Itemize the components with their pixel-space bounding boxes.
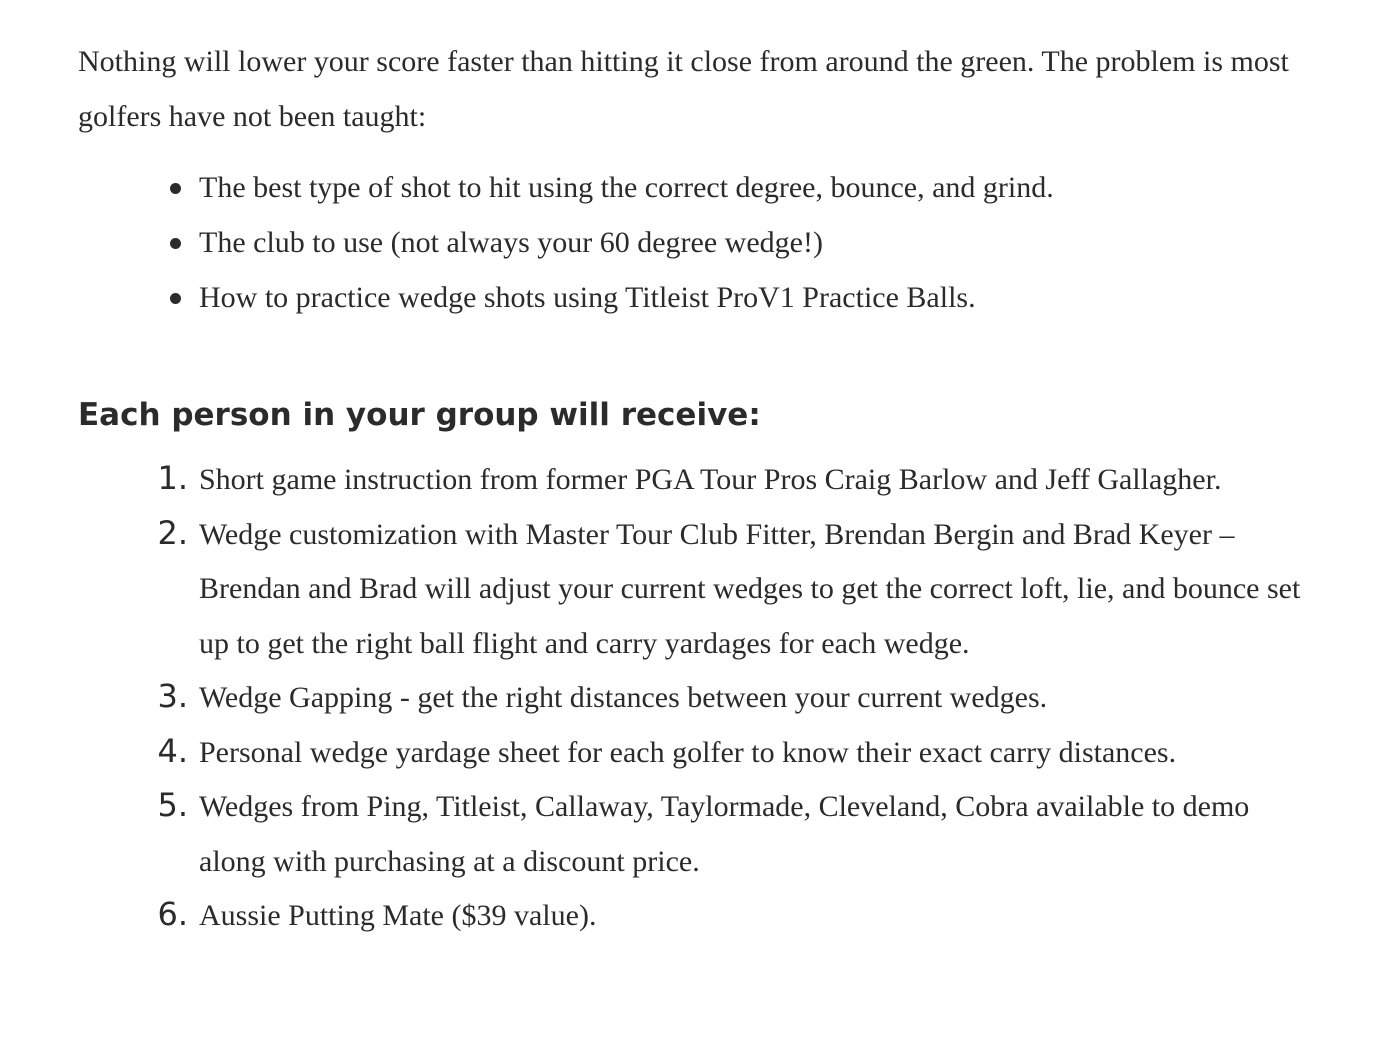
item-number: 2. [157,513,188,552]
section-heading-text: Each person in your group will receive [78,397,749,433]
numbered-item [78,671,1318,726]
bullet-item [78,215,1318,270]
article-content [78,34,1318,944]
item-text: Wedge customization with Master Tour Club Fitter, Brendan Bergin and Brad Keyer – Brendan and Brad will adjust your current wedges to get the correct loft, lie, and bounce set up to get the right ball flight and carry yardages for each wedge. [199,517,1301,660]
item-text: Aussie Putting Mate ($39 value). [199,899,597,932]
section-heading-colon: : [748,397,761,433]
item-number: 5. [157,786,188,824]
numbered-item [78,726,1318,781]
item-text: Personal wedge yardage sheet for each golfer to know their exact carry distances. [199,735,1177,769]
item-text: Short game instruction from former PGA Tour Pros Craig Barlow and Jeff Gallagher. [199,463,1222,496]
bullet-item [78,270,1318,325]
numbered-item [78,508,1318,672]
section-heading [78,391,1318,439]
item-number: 6. [157,895,188,933]
numbered-item [78,780,1318,889]
item-text: Wedges from Ping, Titleist, Callaway, Taylormade, Cleveland, Cobra available to demo along with purchasing at a discount price. [199,790,1250,878]
bullet-text: The club to use (not always your 60 degree wedge!) [199,226,823,259]
bullet-text: How to practice wedge shots using Titleist ProV1 Practice Balls. [199,281,976,314]
bullet-text: The best type of shot to hit using the correct degree, bounce, and grind. [199,171,1054,204]
item-number: 4. [157,731,188,770]
numbered-item [78,453,1318,508]
benefits-numbered-list [78,453,1318,944]
bullet-dot-icon [170,293,181,304]
intro-paragraph: Nothing will lower your score faster than hitting it close from around the green. The problem is most golfers have not been taught: [78,45,1289,133]
numbered-item [78,889,1318,944]
bullet-dot-icon [170,238,181,249]
item-number: 1. [157,459,188,497]
bullet-dot-icon [170,183,181,194]
item-text: Wedge Gapping - get the right distances between your current wedges. [199,681,1048,714]
problem-bullet-list [78,160,1318,325]
item-number: 3. [157,677,188,715]
bullet-item [78,160,1318,215]
